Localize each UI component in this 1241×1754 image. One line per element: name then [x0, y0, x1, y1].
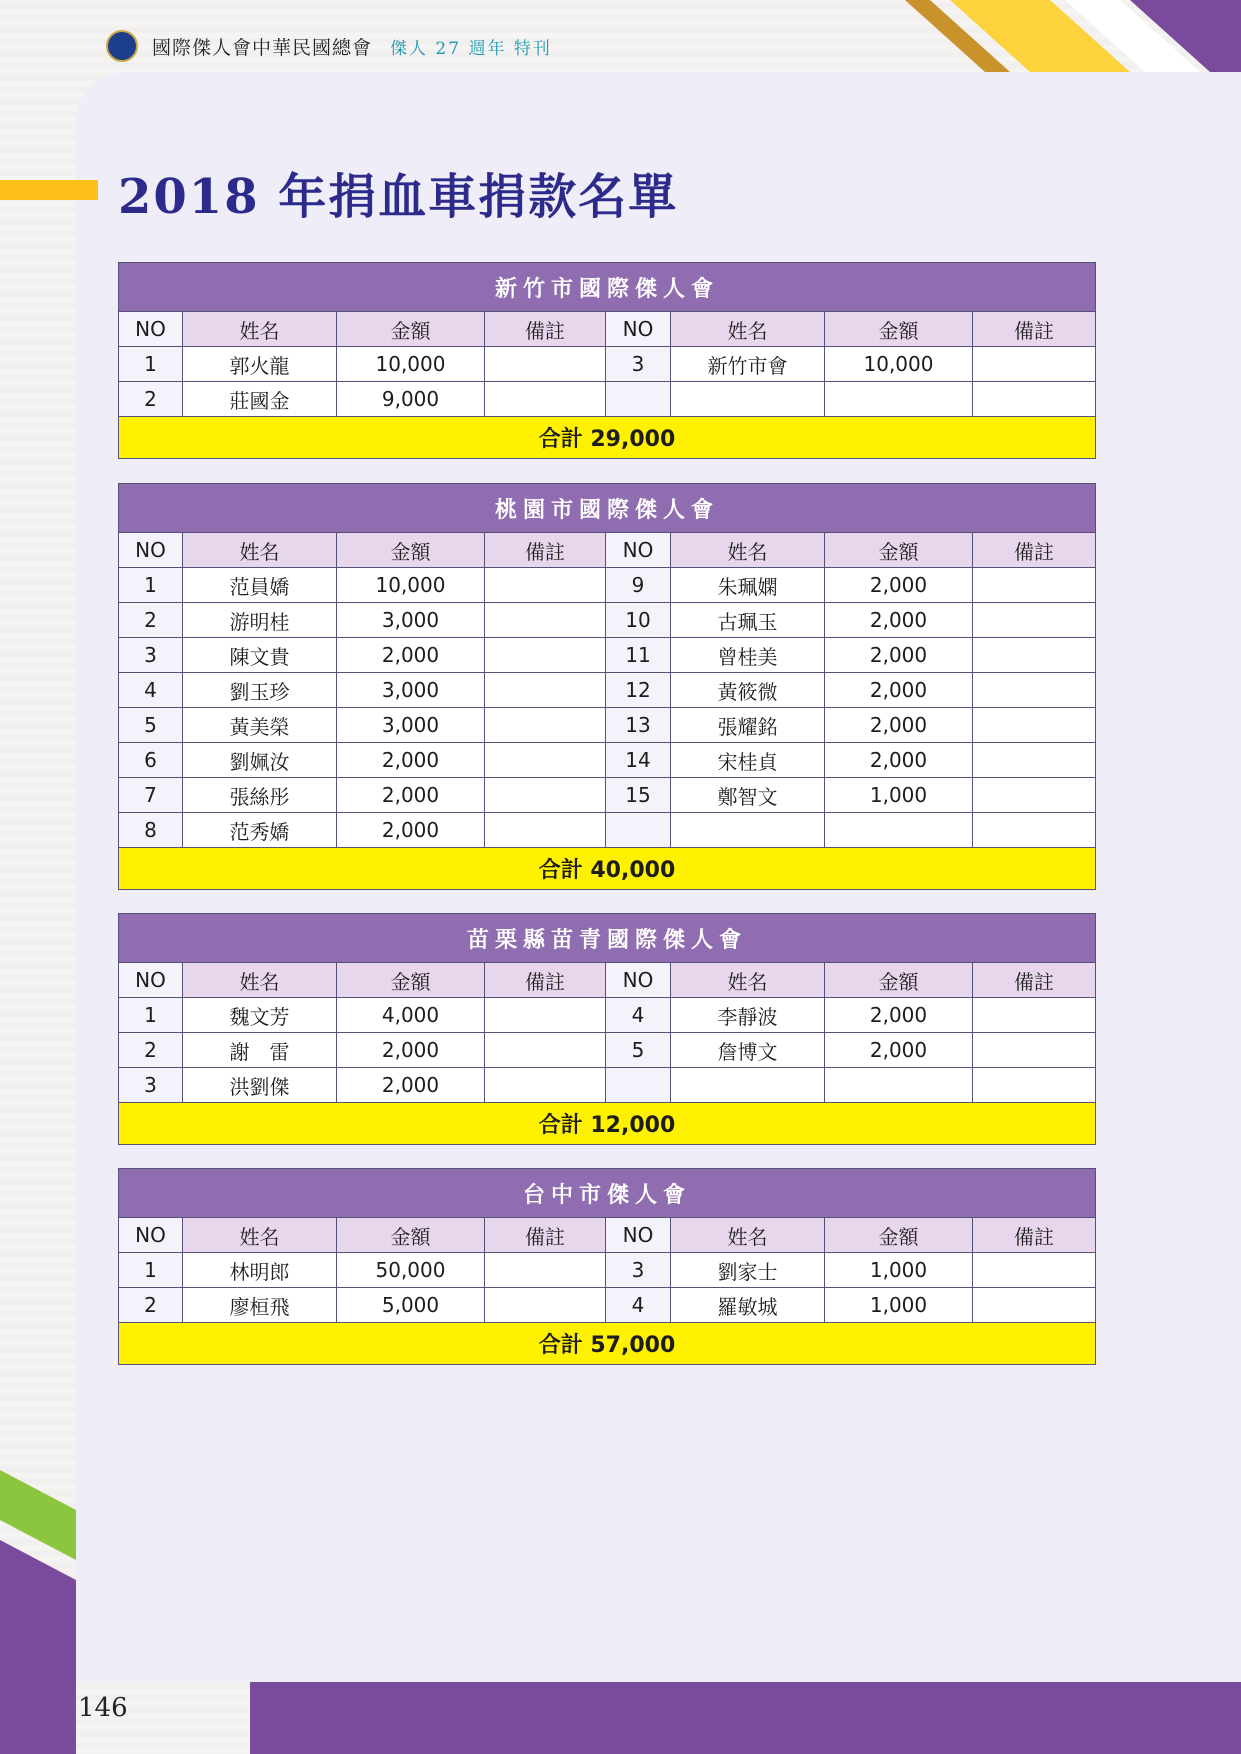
column-header: 姓名: [671, 533, 825, 568]
table-cell: 13: [606, 708, 671, 743]
table-cell: 11: [606, 638, 671, 673]
table-cell: 劉姵汝: [183, 743, 337, 778]
column-header: 姓名: [183, 312, 337, 347]
table-cell: [485, 998, 606, 1033]
table-cell: [973, 673, 1096, 708]
table-cell: [973, 568, 1096, 603]
column-header: 姓名: [671, 1218, 825, 1253]
table-row: [119, 568, 1096, 603]
table-cell: 2: [119, 382, 183, 417]
table-cell: 曾桂美: [671, 638, 825, 673]
table-cell: 劉玉珍: [183, 673, 337, 708]
column-header: 備註: [485, 312, 606, 347]
table-cell: 8: [119, 813, 183, 848]
table-cell: 9,000: [337, 382, 485, 417]
table-cell: 張耀銘: [671, 708, 825, 743]
table-cell: [485, 603, 606, 638]
table-cell: 魏文芳: [183, 998, 337, 1033]
section-title: 桃園市國際傑人會: [119, 484, 1096, 533]
table-cell: [485, 347, 606, 382]
table-cell: 10,000: [337, 347, 485, 382]
organization-name: 國際傑人會中華民國總會: [152, 36, 373, 59]
column-header: 備註: [485, 533, 606, 568]
table-cell: 洪劉傑: [183, 1068, 337, 1103]
table-cell: 10,000: [337, 568, 485, 603]
bottom-left-decoration: [0, 1460, 76, 1754]
table-cell: 5,000: [337, 1288, 485, 1323]
table-cell: 1: [119, 347, 183, 382]
table-cell: [485, 708, 606, 743]
table-cell: 范秀嬌: [183, 813, 337, 848]
table-cell: [485, 1033, 606, 1068]
table-cell: 2,000: [825, 603, 973, 638]
table-cell: [485, 743, 606, 778]
table-cell: [973, 638, 1096, 673]
table-cell: [671, 813, 825, 848]
table-row: [119, 813, 1096, 848]
table-row: [119, 743, 1096, 778]
column-header: 姓名: [671, 963, 825, 998]
table-cell: 2,000: [337, 1068, 485, 1103]
table-cell: 黃美榮: [183, 708, 337, 743]
column-header: 金額: [825, 533, 973, 568]
table-cell: 5: [119, 708, 183, 743]
column-header: 備註: [973, 312, 1096, 347]
table-cell: 5: [606, 1033, 671, 1068]
table-cell: [485, 778, 606, 813]
table-cell: 2,000: [337, 813, 485, 848]
donation-table: [118, 483, 1096, 890]
table-row: [119, 638, 1096, 673]
table-cell: 2,000: [825, 568, 973, 603]
table-cell: 1,000: [825, 778, 973, 813]
table-cell: 黃筱微: [671, 673, 825, 708]
table-cell: 2,000: [825, 743, 973, 778]
table-cell: 4: [606, 998, 671, 1033]
table-cell: 7: [119, 778, 183, 813]
table-cell: [825, 382, 973, 417]
table-cell: 新竹市會: [671, 347, 825, 382]
column-header: 金額: [337, 533, 485, 568]
table-cell: 1: [119, 1253, 183, 1288]
table-cell: 古珮玉: [671, 603, 825, 638]
table-cell: 15: [606, 778, 671, 813]
table-cell: [973, 1288, 1096, 1323]
table-cell: 2,000: [825, 638, 973, 673]
table-cell: 3,000: [337, 673, 485, 708]
section-total: 合計 29,000: [119, 417, 1096, 459]
table-cell: 1,000: [825, 1288, 973, 1323]
table-cell: 詹博文: [671, 1033, 825, 1068]
table-cell: [485, 568, 606, 603]
donation-table: [118, 262, 1096, 459]
table-cell: [973, 708, 1096, 743]
page-title: 2018 年捐血車捐款名單: [118, 169, 679, 225]
donation-table: [118, 1168, 1096, 1365]
table-cell: 1: [119, 998, 183, 1033]
table-cell: [973, 998, 1096, 1033]
table-cell: 10: [606, 603, 671, 638]
table-cell: 廖桓飛: [183, 1288, 337, 1323]
table-cell: 游明桂: [183, 603, 337, 638]
table-cell: [973, 382, 1096, 417]
table-cell: 羅敏城: [671, 1288, 825, 1323]
table-cell: [973, 1253, 1096, 1288]
table-row: [119, 382, 1096, 417]
table-cell: [671, 382, 825, 417]
donation-section: [118, 262, 1095, 459]
column-header: NO: [606, 963, 671, 998]
column-header: 金額: [337, 1218, 485, 1253]
table-cell: 9: [606, 568, 671, 603]
table-cell: [973, 778, 1096, 813]
table-cell: 12: [606, 673, 671, 708]
table-row: [119, 347, 1096, 382]
table-cell: 3: [119, 1068, 183, 1103]
column-header: 備註: [485, 1218, 606, 1253]
donation-section: [118, 913, 1095, 1145]
table-cell: 郭火龍: [183, 347, 337, 382]
table-cell: [485, 673, 606, 708]
table-cell: 6: [119, 743, 183, 778]
donation-section: [118, 483, 1095, 890]
table-row: [119, 1253, 1096, 1288]
table-cell: 2: [119, 1288, 183, 1323]
table-cell: 3: [606, 1253, 671, 1288]
organization-logo-icon: [106, 30, 138, 62]
table-cell: [606, 1068, 671, 1103]
table-cell: [485, 1253, 606, 1288]
column-header: 備註: [973, 533, 1096, 568]
column-header: 姓名: [183, 1218, 337, 1253]
column-header: NO: [606, 1218, 671, 1253]
section-title: 苗栗縣苗青國際傑人會: [119, 914, 1096, 963]
table-row: [119, 673, 1096, 708]
table-cell: 林明郎: [183, 1253, 337, 1288]
page-number: 146: [78, 1693, 128, 1723]
table-cell: 張絲彤: [183, 778, 337, 813]
table-cell: 朱珮嫻: [671, 568, 825, 603]
table-cell: 14: [606, 743, 671, 778]
column-header: 金額: [825, 312, 973, 347]
column-header: 金額: [825, 1218, 973, 1253]
table-cell: 2,000: [825, 708, 973, 743]
table-cell: 陳文貴: [183, 638, 337, 673]
section-total: 合計 40,000: [119, 848, 1096, 890]
column-header: 備註: [973, 1218, 1096, 1253]
table-cell: [825, 813, 973, 848]
table-cell: [973, 1033, 1096, 1068]
table-cell: [485, 382, 606, 417]
table-cell: [973, 813, 1096, 848]
section-total: 合計 12,000: [119, 1103, 1096, 1145]
table-cell: [606, 382, 671, 417]
section-title: 新竹市國際傑人會: [119, 263, 1096, 312]
column-header: 金額: [337, 963, 485, 998]
table-cell: 莊國金: [183, 382, 337, 417]
column-header: 金額: [337, 312, 485, 347]
table-cell: 2,000: [337, 1033, 485, 1068]
table-cell: 3,000: [337, 708, 485, 743]
column-header: 備註: [973, 963, 1096, 998]
column-header: NO: [119, 312, 183, 347]
table-cell: [485, 1068, 606, 1103]
column-header: NO: [119, 963, 183, 998]
table-cell: 鄭智文: [671, 778, 825, 813]
table-cell: 劉家士: [671, 1253, 825, 1288]
table-row: [119, 708, 1096, 743]
table-cell: 3,000: [337, 603, 485, 638]
table-cell: 1,000: [825, 1253, 973, 1288]
column-header: NO: [119, 1218, 183, 1253]
table-cell: 3: [119, 638, 183, 673]
donation-table: [118, 913, 1096, 1145]
table-cell: 2,000: [337, 778, 485, 813]
table-cell: 50,000: [337, 1253, 485, 1288]
table-cell: 范員嬌: [183, 568, 337, 603]
table-cell: 10,000: [825, 347, 973, 382]
table-cell: [485, 813, 606, 848]
table-cell: 2,000: [825, 673, 973, 708]
table-cell: [973, 603, 1096, 638]
table-cell: [973, 1068, 1096, 1103]
table-cell: 4: [606, 1288, 671, 1323]
section-total: 合計 57,000: [119, 1323, 1096, 1365]
table-cell: 2,000: [337, 638, 485, 673]
table-cell: 2: [119, 1033, 183, 1068]
footer-strip: [250, 1682, 1241, 1754]
table-cell: 謝 雷: [183, 1033, 337, 1068]
table-cell: [671, 1068, 825, 1103]
publication-subtitle: 傑人 27 週年 特刊: [390, 38, 552, 59]
donation-section: [118, 1168, 1095, 1365]
table-cell: 3: [606, 347, 671, 382]
table-cell: [485, 1288, 606, 1323]
column-header: NO: [606, 533, 671, 568]
column-header: NO: [606, 312, 671, 347]
column-header: 姓名: [183, 533, 337, 568]
table-cell: 2,000: [825, 998, 973, 1033]
column-header: 金額: [825, 963, 973, 998]
corner-stripes-decoration: [880, 0, 1241, 72]
table-cell: 4: [119, 673, 183, 708]
table-cell: [606, 813, 671, 848]
column-header: 備註: [485, 963, 606, 998]
table-cell: 1: [119, 568, 183, 603]
table-cell: 2,000: [337, 743, 485, 778]
table-row: [119, 778, 1096, 813]
table-cell: [973, 743, 1096, 778]
section-title: 台中市傑人會: [119, 1169, 1096, 1218]
title-accent-bar: [0, 180, 98, 200]
page-header: [106, 28, 552, 64]
table-cell: 2,000: [825, 1033, 973, 1068]
column-header: 姓名: [183, 963, 337, 998]
column-header: NO: [119, 533, 183, 568]
table-row: [119, 603, 1096, 638]
table-cell: 2: [119, 603, 183, 638]
table-row: [119, 1288, 1096, 1323]
column-header: 姓名: [671, 312, 825, 347]
table-row: [119, 998, 1096, 1033]
table-cell: [973, 347, 1096, 382]
table-cell: 宋桂貞: [671, 743, 825, 778]
table-cell: [825, 1068, 973, 1103]
table-cell: [485, 638, 606, 673]
table-row: [119, 1068, 1096, 1103]
table-row: [119, 1033, 1096, 1068]
table-cell: 4,000: [337, 998, 485, 1033]
table-cell: 李靜波: [671, 998, 825, 1033]
